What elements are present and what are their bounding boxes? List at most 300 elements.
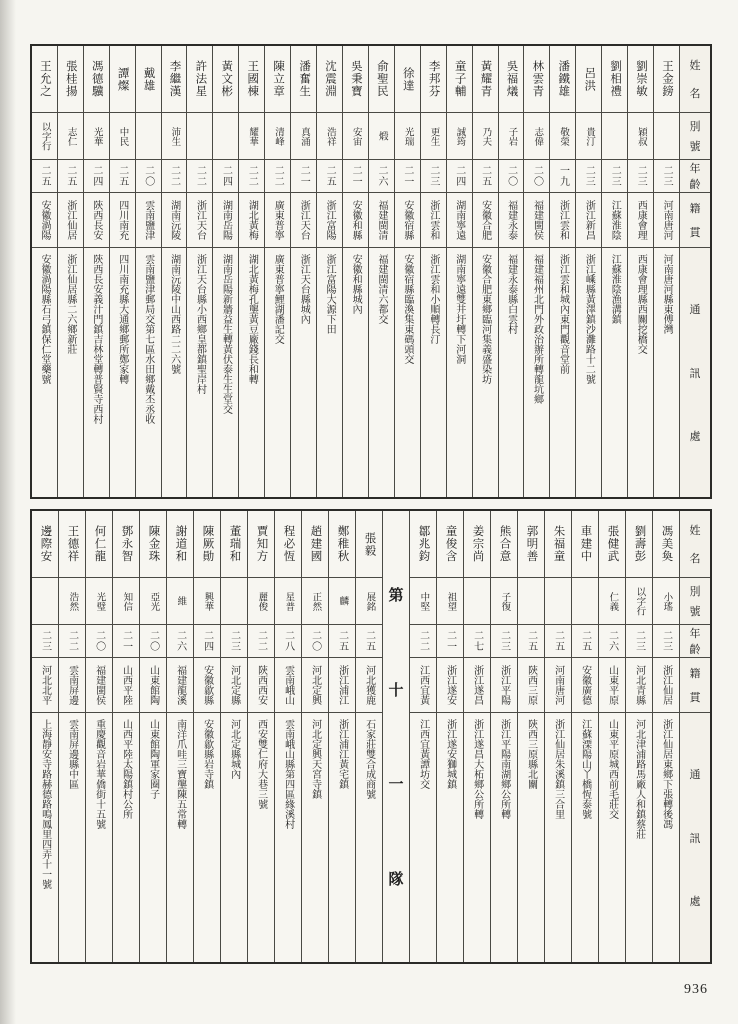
entry-column [446,46,472,497]
entry-address [499,248,524,497]
entry-name-text: 俞聖民 [375,60,388,98]
entry-age [545,625,571,658]
entry-origin-text: 河北定縣 [228,665,240,705]
entry-age-text: 二八 [282,630,294,652]
entry-address-text: 浙江仙居朱溪鎮三合里 [552,719,564,819]
entry-name-text: 董瑞和 [228,525,241,563]
entry-column [409,511,436,962]
entry-age [473,160,498,193]
header-alias-cell [680,113,710,160]
entry-address [58,248,83,497]
entry-address [275,713,301,962]
entry-alias [369,113,394,160]
entry-column [193,511,220,962]
entry-age-text: 二二 [255,630,267,652]
entry-name-text: 陳立章 [272,60,285,98]
entry-alias-text: 麗俊 [256,591,267,611]
entry-origin [275,658,301,713]
entry-column [355,511,382,962]
book-gutter-shadow [0,0,16,1024]
entry-origin [464,658,490,713]
entry-address-text: 陝西長安義汁門鎮吉林堂轉普賢寺西村 [90,254,102,424]
entry-alias [395,113,420,160]
entry-name-text: 鄧永智 [120,525,133,563]
header-origin-cell [680,193,710,248]
entry-address-text: 湖北黃梅孔壟黃豆廠錢長和轉 [246,254,258,384]
entry-alias-text: 敬榮 [558,126,569,146]
entry-age [653,625,679,658]
entry-alias-text: 更生 [428,126,439,146]
entry-address-text: 西康會理縣西關挖橋交 [635,254,647,354]
label-char: 一 [388,777,404,794]
entry-column [58,511,85,962]
entry-origin [491,658,517,713]
entry-address-text: 安徽和縣城內 [350,254,362,314]
entry-column [463,511,490,962]
entry-alias-text: 真涌 [298,126,309,146]
entry-age-text: 二一 [401,165,413,187]
entry-address-text: 浙江天台縣小西鄉皇都鎮聖岸村 [194,254,206,394]
entry-name [464,511,490,578]
label-char: 貫 [689,226,701,239]
entry-age-text: 二〇 [142,165,154,187]
label-char: 處 [689,895,701,908]
entry-address [524,248,549,497]
entry-address [356,713,382,962]
entry-address-text: 山東平原城西前毛莊交 [606,719,618,819]
entry-origin-text: 雲南峨山 [282,665,294,705]
entry-alias-text: 沛生 [169,126,180,146]
entry-age [248,625,274,658]
entry-name [473,46,498,113]
entry-name [167,511,193,578]
entry-name [626,511,652,578]
entry-age-text: 二四 [220,165,232,187]
entry-origin-text: 河北定興 [309,665,321,705]
entry-origin-text: 浙江富陽 [324,200,336,240]
entry-name [136,46,161,113]
entry-origin-text: 山西平陸 [120,665,132,705]
entry-address-text: 雲南屏邊縣中區 [66,719,78,789]
entry-alias [447,113,472,160]
entry-age [491,625,517,658]
entry-address [140,713,166,962]
entry-age [421,160,446,193]
entry-address-text: 福建永泰縣白雲村 [505,254,517,334]
entry-column [32,511,58,962]
entry-name-text: 王德祥 [66,525,79,563]
entry-alias [576,113,601,160]
entry-age-text: 二五 [39,165,50,187]
entry-age [395,160,420,193]
entry-address-text: 山西平陸太陽鎮村公所 [120,719,132,819]
entry-origin [248,658,274,713]
entry-alias [524,113,549,160]
entry-age-text: 二三 [661,165,673,187]
entry-name [447,46,472,113]
entry-alias [110,113,135,160]
entry-column [328,511,355,962]
entry-alias-text: 中民 [117,126,128,146]
entry-alias-text: 興華 [202,591,213,611]
entry-address-text: 浙江仙居縣二六鄉新莊 [64,254,76,354]
entry-origin-text: 浙江雲和 [557,200,569,240]
label-char: 名 [689,87,701,100]
entry-alias-text: 正然 [310,591,321,611]
entry-name [550,46,575,113]
entry-age [265,160,290,193]
entry-column [290,46,316,497]
entry-age [213,160,238,193]
entry-origin [110,193,135,248]
entry-alias [410,578,436,625]
entry-origin-text: 廣東普寧 [272,200,284,240]
entry-alias [32,113,57,160]
entry-age [329,625,355,658]
entry-alias-text: 光瑞 [402,126,413,146]
entry-origin [654,193,679,248]
entry-origin-text: 河北獲鹿 [363,665,375,705]
entry-alias [437,578,463,625]
entry-origin-text: 浙江仙居 [64,200,76,240]
entry-alias [248,578,274,625]
entry-age-text: 二五 [324,165,336,187]
entry-origin-text: 浙江浦江 [336,665,348,705]
entry-origin [576,193,601,248]
label-char: 通 [689,769,701,782]
entry-column [139,511,166,962]
entry-origin-text: 河南唐河 [552,665,564,705]
entry-name-text: 張桂揚 [64,60,77,98]
entry-column [523,46,549,497]
entry-address [576,248,601,497]
entry-origin-text: 陝西三原 [525,665,537,705]
entry-address [572,713,598,962]
header-address-cell [680,713,710,962]
header-column [679,46,710,497]
entry-age [499,160,524,193]
entry-alias [239,113,264,160]
entry-name-text: 車建中 [579,525,592,563]
entry-name-text: 吳福燨 [505,60,518,98]
entry-age [626,625,652,658]
entry-origin [518,658,544,713]
entry-name-text: 張毅 [363,531,376,557]
label-char: 籍 [689,203,701,216]
entry-address [654,248,679,497]
entry-column [161,46,187,497]
entry-column [575,46,601,497]
entry-address-text: 浙江天台縣城內 [298,254,310,324]
entry-origin [628,193,653,248]
entry-column [544,511,571,962]
entry-alias [356,578,382,625]
entry-address [265,248,290,497]
entry-origin [136,193,161,248]
entry-address [421,248,446,497]
entry-origin-text: 安徽歙縣 [201,665,213,705]
entry-name-text: 熊合意 [498,525,511,563]
entry-alias [464,578,490,625]
entry-origin [265,193,290,248]
entry-age [518,625,544,658]
entry-origin [524,193,549,248]
entry-address [343,248,368,497]
entry-origin-text: 湖南寧遠 [453,200,465,240]
entry-alias-text: 知信 [121,591,132,611]
entry-address-text: 南洋爪哇三寶壟陳五常轉 [174,719,186,829]
entry-age-text: 二二 [417,630,429,652]
entry-alias [213,113,238,160]
entry-origin [32,193,57,248]
entry-age-text: 二五 [116,165,128,187]
entry-age-text: 二〇 [147,630,159,652]
entry-address [410,713,436,962]
label-char: 號 [689,606,701,619]
entry-name-text: 王允之 [38,60,51,98]
entry-origin [167,658,193,713]
entry-origin-text: 陝西西安 [255,665,267,705]
entry-column [498,46,524,497]
entry-age-text: 二三 [635,165,647,187]
entry-age-text: 二〇 [531,165,543,187]
entry-origin [113,658,139,713]
entry-origin-text: 江蘇淮陰 [609,200,621,240]
entry-alias-text: 穎叔 [635,126,646,146]
entry-age [628,160,653,193]
entry-age-text: 二二 [246,165,258,187]
entry-name [545,511,571,578]
entry-name [248,511,274,578]
entry-name [113,511,139,578]
entry-age-text: 二四 [201,630,213,652]
entry-address-text: 福建福州北門外政治辦所轉龍坑鄉 [531,254,543,404]
entry-age-text: 二二 [194,165,206,187]
entry-address-text: 安徽宿縣臨渙集東碼頭交 [401,254,413,364]
entry-address [395,248,420,497]
entry-name [599,511,625,578]
entry-age-text: 二三 [427,165,439,187]
entry-address-text: 福建閩清六都交 [375,254,387,324]
entry-name [84,46,109,113]
entry-alias [499,113,524,160]
label-char: 十 [388,682,404,699]
entry-age [275,625,301,658]
entry-name-text: 林雲青 [531,60,544,98]
entry-origin [86,658,112,713]
entry-age [447,160,472,193]
entry-address [518,713,544,962]
entry-alias [518,578,544,625]
entry-alias-text: 星普 [283,591,294,611]
entry-alias-text: 誠筠 [454,126,465,146]
entry-alias-text: 煅 [376,131,387,141]
entry-age-text: 二二 [168,165,180,187]
header-origin-cell [680,658,710,713]
label-char: 姓 [689,60,701,73]
entry-name [356,511,382,578]
entry-address [464,713,490,962]
entry-age-text: 二四 [453,165,465,187]
entry-alias-text: 清峰 [273,126,284,146]
entry-address [628,248,653,497]
entry-alias [491,578,517,625]
entry-name [602,46,627,113]
entry-alias [58,113,83,160]
entry-origin-text: 山東平原 [606,665,618,705]
entry-column [166,511,193,962]
entry-name-text: 劉壽彭 [633,525,646,563]
entry-age [32,160,57,193]
entry-origin [213,193,238,248]
entry-address-text: 河北定興天宮寺鎮 [309,719,321,799]
entry-column [247,511,274,962]
entry-name-text: 郭明善 [525,525,538,563]
entry-alias [162,113,187,160]
entry-column [264,46,290,497]
entry-age-text: 二〇 [505,165,517,187]
entry-column [342,46,368,497]
entry-name-text: 徐達 [401,66,414,92]
entry-origin-text: 安徽和縣 [350,200,362,240]
header-address-cell [680,248,710,497]
entry-address [437,713,463,962]
entry-origin [291,193,316,248]
entry-age-text: 二六 [606,630,618,652]
entry-name [421,46,446,113]
entry-column [135,46,161,497]
entry-column [627,46,653,497]
entry-age [654,160,679,193]
entry-origin [32,658,58,713]
entry-name-text: 謝道和 [174,525,187,563]
entry-age [410,625,436,658]
entry-alias-text: 光華 [91,126,102,146]
entry-name-text: 邊際安 [39,525,52,563]
entry-name [187,46,212,113]
entry-address [162,248,187,497]
entry-age [291,160,316,193]
entry-age [167,625,193,658]
entry-name [265,46,290,113]
entry-address-text: 江西宜黃譚坊交 [417,719,429,789]
entry-address-text: 浙江仙居東鄉下張轉後馮 [660,719,672,829]
entry-address [626,713,652,962]
entry-age-text: 二一 [350,165,362,187]
entry-origin-text: 山東館陶 [147,665,159,705]
header-age-cell [680,160,710,193]
entry-address [213,248,238,497]
entry-alias-text: 子復 [499,591,510,611]
entry-address [32,248,57,497]
entry-name-text: 許法星 [194,60,207,98]
entry-address-text: 重慶觀音岩華僑街十五號 [93,719,105,829]
entry-origin-text: 河北青縣 [633,665,645,705]
entry-alias [140,578,166,625]
entry-alias [628,113,653,160]
entry-name-text: 沈震淵 [323,60,336,98]
entry-address [248,713,274,962]
entry-column [625,511,652,962]
entry-age-text: 二五 [64,165,76,187]
header-alias-cell [680,578,710,625]
entry-name-text: 陳金珠 [147,525,160,563]
entry-age-text: 二二 [66,630,78,652]
entry-origin [239,193,264,248]
header-name-cell [680,511,710,578]
entry-address-text: 浙江富陽大源下田 [324,254,336,334]
entry-name [369,46,394,113]
label-char: 訊 [689,832,701,845]
squad-divider [382,511,409,962]
entry-age-text: 二七 [471,630,483,652]
entry-origin [140,658,166,713]
entry-alias [473,113,498,160]
entry-address-text: 石家莊雙合成商號 [363,719,375,799]
entry-age [572,625,598,658]
label-char: 名 [689,552,701,565]
entry-origin-text: 福建龍溪 [174,665,186,705]
header-origin-label [680,193,710,247]
header-age-label [680,625,710,657]
entry-address-text: 浙江平陽南湖鄉公所轉 [498,719,510,819]
entry-address [291,248,316,497]
entry-name-text: 王金鎊 [660,60,673,98]
entry-column [490,511,517,962]
entry-alias [221,578,247,625]
entry-address [550,248,575,497]
entry-name-text: 譚燦 [116,66,129,92]
entry-origin-text: 浙江遂安 [444,665,456,705]
entry-alias-text: 祖望 [445,591,456,611]
label-char: 籍 [689,668,701,681]
entry-address-text: 江蘇淮陰漁溝鎮 [609,254,621,324]
entry-column [394,46,420,497]
entry-alias-text: 安宙 [350,126,361,146]
entry-age [194,625,220,658]
label-char: 年 [689,163,701,175]
entry-age [576,160,601,193]
entry-alias-text: 展銘 [364,591,375,611]
entry-alias [32,578,58,625]
entry-address [317,248,342,497]
page-number: 936 [684,982,708,997]
entry-name-text: 黃耀青 [479,60,492,98]
entry-address-text: 浙江浦江黃宅鎮 [336,719,348,789]
entry-age-text: 二三 [583,165,595,187]
entry-column [436,511,463,962]
entry-alias-text: 貴汀 [584,126,595,146]
entry-alias [136,113,161,160]
entry-address [369,248,394,497]
entry-origin-text: 湖南岳陽 [220,200,232,240]
entry-name [653,511,679,578]
entry-name [86,511,112,578]
entry-alias-text: 浩祥 [324,126,335,146]
header-column [679,511,710,962]
entry-origin-text: 福建永泰 [505,200,517,240]
entry-address-text: 浙江雲和城內東門觀音堂前 [557,254,569,374]
entry-origin-text: 安徽渦陽 [39,200,50,240]
entry-column [368,46,394,497]
entry-name [576,46,601,113]
entry-name [499,46,524,113]
entry-name [491,511,517,578]
entry-column [420,46,446,497]
entry-address-text: 四川南充縣大通鄉郵所鄭家轉 [116,254,128,384]
entry-name-text: 馮德驥 [90,60,103,98]
entry-origin-text: 福建閩侯 [93,665,105,705]
